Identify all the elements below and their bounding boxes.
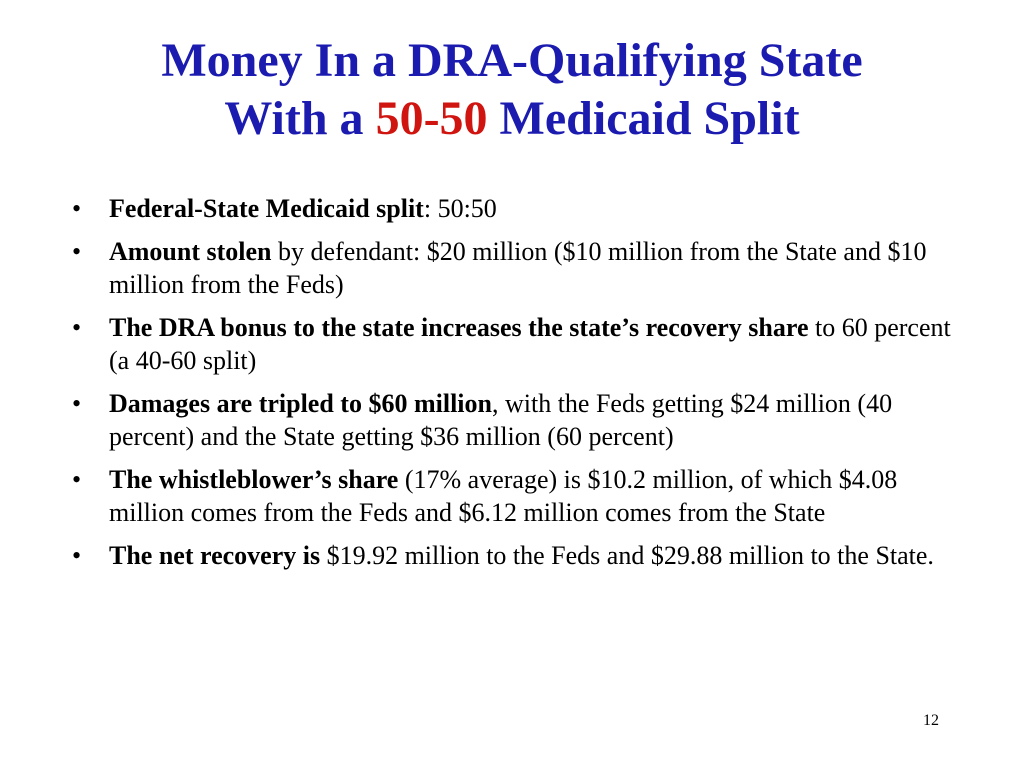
- bullet-lead: Damages are tripled to $60 million: [109, 389, 492, 418]
- bullet-item: [72, 311, 972, 377]
- title-line-1: Money In a DRA-Qualifying State: [161, 34, 863, 87]
- bullet-item: [72, 235, 972, 301]
- bullet-dot-icon: •: [72, 237, 82, 266]
- bullet-dot-icon: •: [72, 541, 82, 570]
- bullet-text: $19.92 million to the Feds and $29.88 million to the State.: [320, 541, 934, 570]
- bullet-lead: Federal-State Medicaid split: [109, 194, 424, 223]
- bullet-lead: The net recovery is: [109, 541, 321, 570]
- bullet-text: by defendant: $20 million ($10 million from the State and $10 million from the Feds): [109, 237, 927, 299]
- bullet-item: [72, 192, 972, 225]
- bullet-text: (17% average) is $10.2 million, of which $4.08 million comes from the Feds and $6.12 million comes from the State: [109, 465, 898, 527]
- title-line-2-suffix: Medicaid Split: [487, 92, 800, 145]
- bullet-lead: The whistleblower’s share: [109, 465, 399, 494]
- bullet-dot-icon: •: [72, 465, 82, 494]
- bullet-text: , with the Feds getting $24 million (40 percent) and the State getting $36 million (60 percent): [109, 389, 893, 451]
- bullet-list: [72, 192, 972, 582]
- bullet-text: to 60 percent (a 40-60 split): [109, 313, 951, 375]
- bullet-dot-icon: •: [72, 313, 82, 342]
- bullet-dot-icon: •: [72, 194, 82, 223]
- bullet-item: [72, 539, 972, 572]
- bullet-item: [72, 387, 972, 453]
- bullet-lead: The DRA bonus to the state increases the state’s recovery share: [109, 313, 809, 342]
- bullet-item: [72, 463, 972, 529]
- page-number: 12: [923, 712, 939, 729]
- title-accent-split: 50-50: [375, 92, 488, 145]
- bullet-dot-icon: •: [72, 389, 82, 418]
- bullet-text: : 50:50: [423, 194, 497, 223]
- slide-title: [0, 32, 1024, 148]
- title-line-2-prefix: With a: [224, 92, 376, 145]
- bullet-lead: Amount stolen: [109, 237, 272, 266]
